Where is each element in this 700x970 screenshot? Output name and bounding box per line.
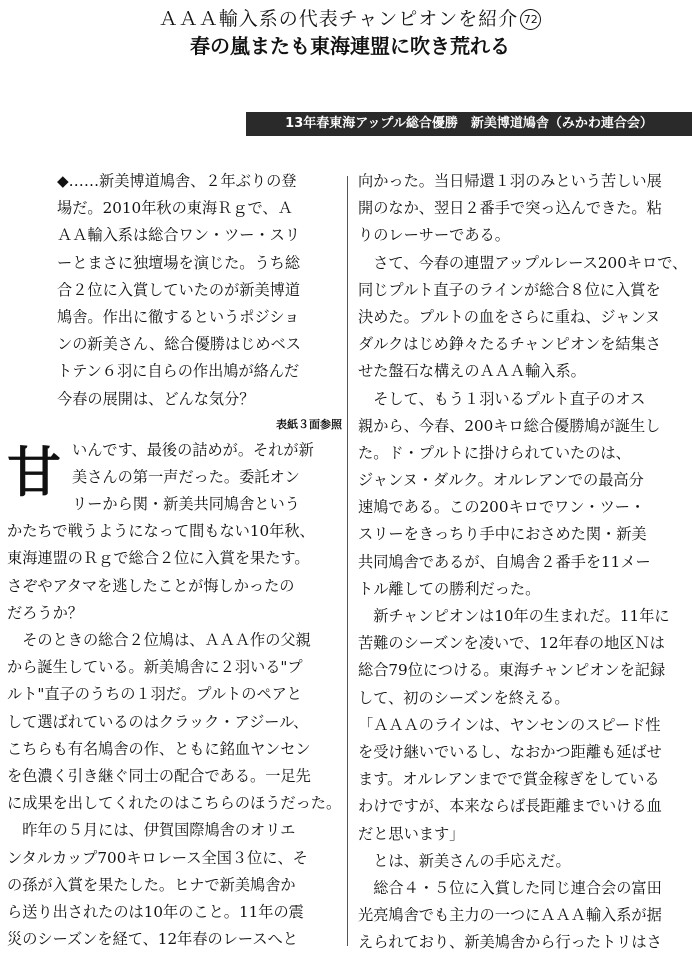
body-line: 「ＡＡＡのラインは、ヤンセンのスピード性	[358, 715, 661, 734]
body-line: 同じプルト直子のラインが総合８位に入賞を	[358, 280, 661, 299]
body-line: 昨年の５月には、伊賀国際鳩舎のオリエ	[7, 821, 296, 840]
article-headline: 春の嵐またも東海連盟に吹き荒れる	[190, 34, 510, 58]
body-line: わけですが、本来ならば長距離までいける血	[358, 797, 662, 816]
body-line: いんです、最後の詰めが。それが新	[72, 440, 314, 459]
body-line: 総合79位につける。東海チャンピオンを記録	[358, 661, 666, 680]
intro-line: ンの新美さん、総合優勝はじめベス	[57, 335, 301, 354]
intro-line: 今春の展開は、どんな気分？	[57, 389, 255, 408]
intro-line: 場だ。2010年秋の東海Ｒｇで、Ａ	[57, 199, 293, 218]
body-line: を受け継いでいるし、なおかつ距離も延ばせ	[358, 742, 662, 761]
body-line: 速鳩である。この200キロでワン・ツー・	[358, 498, 646, 517]
intro-line: ◆……新美博道鳩舎、２年ぶりの登	[57, 172, 297, 190]
intro-line: ＡＡ輸入系は総合ワン・ツー・スリ	[57, 226, 300, 245]
right-column	[358, 168, 693, 956]
body-line: ら送り出されたのは10年のこと。11年の震	[7, 902, 304, 921]
body-line: 災のシーズンを経て、12年春のレースへと	[7, 930, 298, 949]
body-line: だろうか？	[7, 603, 83, 622]
body-line: 新チャンピオンは10年の生まれだ。11年に	[358, 607, 670, 625]
series-kicker	[0, 4, 700, 31]
body-line: 共同鳩舎であるが、自鳩舎２番手を11メー	[358, 552, 651, 571]
body-line: 決めた。プルトの血をさらに重ね、ジャンヌ	[358, 307, 661, 326]
body-line: 苦難のシーズンを凌いで、12年春の地区Ｎは	[358, 634, 665, 653]
body-line: 向かった。当日帰還１羽のみという苦しい展	[358, 172, 662, 190]
left-column	[7, 168, 342, 953]
body-line: 開のなか、翌日２番手で突っ込んできた。粘	[358, 199, 662, 218]
body-line: さぞやアタマを逃したことが悔しかったの	[7, 576, 295, 595]
intro-block	[7, 168, 342, 413]
body-start	[7, 437, 342, 954]
intro-line: トテン６羽に自らの作出鳩が絡んだ	[57, 362, 300, 381]
intro-line: ーとまさに独壇場を演じた。うち総	[57, 253, 300, 272]
body-line: 総合４・５位に入賞した同じ連合会の富田	[358, 878, 662, 897]
body-line: から誕生している。新美鳩舎に２羽いる"プ	[7, 658, 303, 677]
body-line: ンタルカップ700キロレース全国３位に、そ	[7, 848, 308, 867]
kicker-text: ＡＡＡ輸入系の代表チャンピオンを紹介	[158, 8, 519, 30]
body-line: えられており、新美鳩舎から行ったトリはさ	[358, 933, 662, 952]
body-line: そして、もう１羽いるプルト直子のオス	[358, 389, 646, 408]
body-line: た。ド・プルトに掛けられていたのは、	[358, 443, 631, 462]
body-line: リーから関・新美共同鳩舎という	[72, 495, 300, 514]
article-subtitle-bar: 13年春東海アップル総合優勝 新美博道鳩舎（みかわ連合会）	[246, 112, 692, 136]
body-line: トル離しての勝利だった。	[358, 579, 541, 598]
body-line: して、初のシーズンを終える。	[358, 688, 570, 707]
body-line: の孫が入賞を果たした。ヒナで新美鳩舎か	[7, 875, 296, 894]
body-line: を色濃く引き継ぐ同士の配合である。一足先	[7, 766, 311, 785]
body-line: りのレーサーである。	[358, 226, 510, 245]
series-number-badge: 72	[520, 9, 541, 30]
body-line: ます。オルレアンまでで賞金稼ぎをしている	[358, 770, 660, 789]
body-line: とは、新美さんの手応えだ。	[358, 851, 571, 870]
body-line: 光亮鳩舎でも主力の一つにＡＡＡ輸入系が据	[358, 906, 662, 925]
body-line: せた盤石な構えのＡＡＡ輸入系。	[358, 362, 586, 381]
intro-line: 鳩舎。作出に徹するというポジショ	[57, 307, 300, 326]
body-line: 東海連盟のＲｇで総合２位に入賞を果たす。	[7, 549, 310, 568]
drop-cap: 甘	[7, 439, 61, 504]
body-line: かたちで戦うようになって間もない10年秋、	[7, 522, 315, 541]
body-line: に成果を出してくれたのはこちらのほうだった。	[7, 794, 342, 813]
body-line: ダルクはじめ錚々たるチャンピオンを結集さ	[358, 335, 661, 354]
body-line: 美さんの第一声だった。委託オン	[72, 467, 300, 486]
cover-reference-note: 表紙３面参照	[276, 417, 342, 431]
body-line: だと思います」	[358, 824, 465, 843]
body-line: こちらも有名鳩舎の作、ともに銘血ヤンセン	[7, 739, 311, 758]
column-divider	[347, 176, 348, 946]
intro-line: 合２位に入賞していたのが新美博道	[57, 280, 300, 299]
body-line: して選ばれているのはクラック・アジール、	[7, 712, 309, 731]
body-line: ルト"直子のうちの１羽だ。プルトのペアと	[7, 685, 302, 704]
body-line: そのときの総合２位鳩は、ＡＡＡ作の父親	[7, 631, 311, 649]
body-line: ジャンヌ・ダルク。オルレアンでの最高分	[358, 471, 644, 490]
body-line: さて、今春の連盟アップルレース200キロで、	[358, 253, 688, 272]
body-line: スリーをきっちり手中におさめた関・新美	[358, 525, 647, 544]
body-line: 親から、今春、200キロ総合優勝鳩が誕生し	[358, 416, 661, 435]
